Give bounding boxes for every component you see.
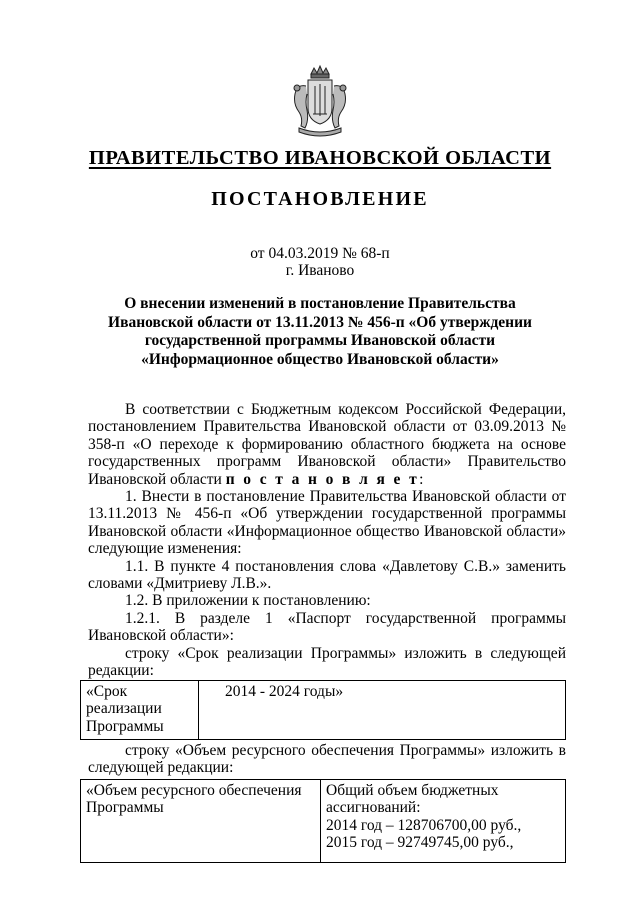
item-1-2-1-paragraph: 1.2.1. В разделе 1 «Паспорт государственной программы Ивановской области»:: [88, 609, 566, 645]
coat-of-arms-icon: [287, 64, 353, 140]
decree-word: п о с т а н о в л я е т: [225, 470, 420, 488]
document-date-number: от 04.03.2019 № 68-п: [250, 245, 390, 262]
resources-value-cell: Общий объем бюджетных ассигнований: 2014 год – 128706700,00 руб., 2015 год – 92749745,00 руб.,: [321, 780, 566, 863]
resources-table: [80, 779, 566, 863]
item-1-paragraph: 1. Внести в постановление Правительства Ивановской области от 13.11.2013 № 456-п «Об утверждении государственной программы Ивановской области «Информационное общество Ивановской области» следующие изменения:: [88, 488, 566, 558]
term-table: [80, 680, 566, 740]
document-body-continued: [88, 742, 566, 777]
table-row: [81, 681, 566, 740]
resources-label-cell: «Объем ресурсного обеспечения Программы: [81, 780, 321, 863]
organization-heading: ПРАВИТЕЛЬСТВО ИВАНОВСКОЙ ОБЛАСТИ: [88, 147, 552, 169]
row-intro-term-paragraph: строку «Срок реализации Программы» изложить в следующей редакции:: [88, 644, 566, 680]
document-title: О внесении изменений в постановление Правительства Ивановской области от 13.11.2013 № 456-п «Об утверждении государственной программы Ивановской области «Информационное общество Ивановской области»: [108, 295, 532, 368]
item-1-2-paragraph: 1.2. В приложении к постановлению:: [125, 592, 371, 610]
document-city: г. Иваново: [285, 262, 355, 279]
item-1-1-paragraph: 1.1. В пункте 4 постановления слова «Давлетову С.В.» заменить словами «Дмитриеву Л.В.».: [88, 557, 566, 593]
row-intro-resources-paragraph: строку «Объем ресурсного обеспечения Программы» изложить в следующей редакции:: [88, 742, 566, 777]
term-value-cell: 2014 - 2024 годы»: [199, 681, 566, 740]
table-row: [81, 780, 566, 863]
preamble-paragraph: В соответствии с Бюджетным кодексом Российской Федерации, постановлением Правительства Ивановской области от 03.09.2013 № 358-п «О переходе к формированию областного бюджета на основе государственных программ Ивановской области» Правительство Ивановской области п о с т а н о в л я е т:: [88, 401, 566, 488]
document-body: [88, 401, 566, 680]
document-type-heading: ПОСТАНОВЛЕНИЕ: [211, 188, 429, 210]
term-label-cell: «Срок реализации Программы: [81, 681, 199, 740]
